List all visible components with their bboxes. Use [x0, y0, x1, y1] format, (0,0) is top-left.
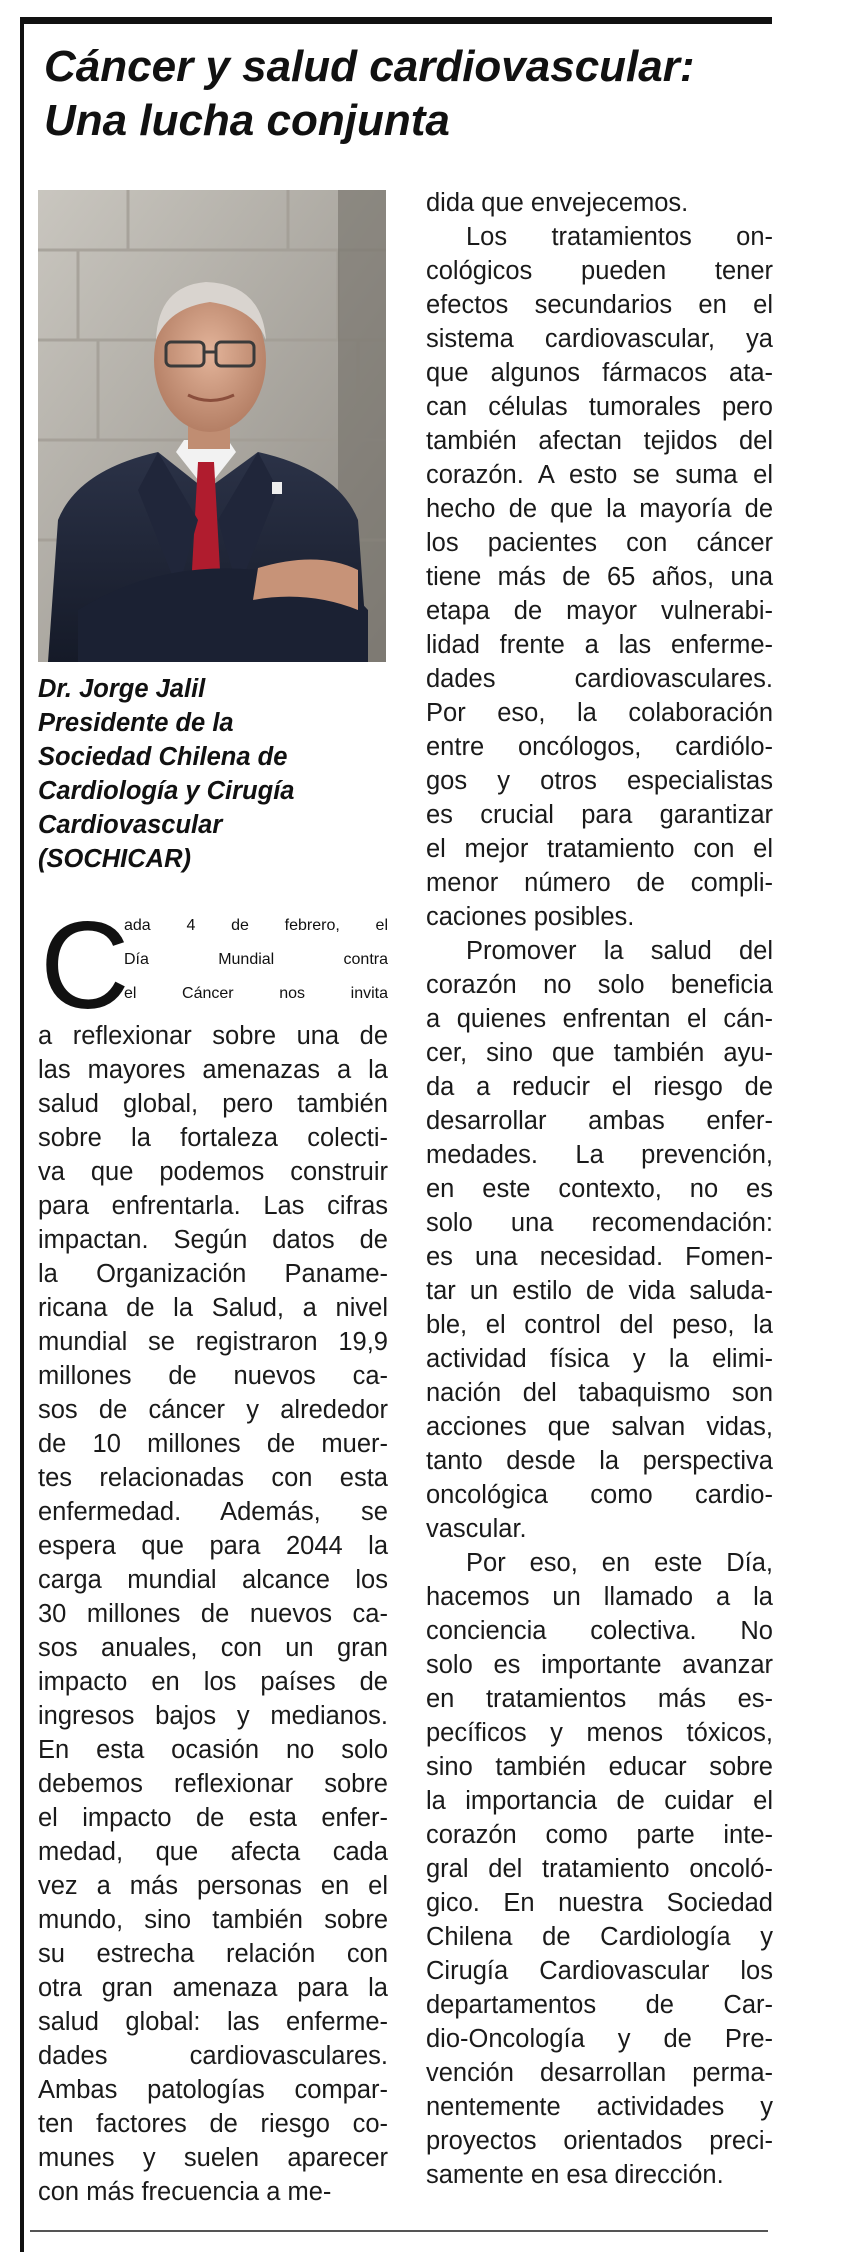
author-photo [38, 190, 386, 662]
body-line: las mayores amenazas a la [38, 1056, 388, 1084]
drop-cap-letter: C [40, 897, 130, 1035]
body-line: sos de cáncer y alrededor [38, 1396, 388, 1424]
body-line: Chilena de Cardiología y [426, 1923, 773, 1951]
body-line: da a reducir el riesgo de [426, 1073, 773, 1101]
body-line: dida que envejecemos. [426, 189, 689, 217]
body-line: carga mundial alcance los [38, 1566, 388, 1594]
body-line: ingresos bajos y medianos. [38, 1702, 388, 1730]
body-line: con más frecuencia a me- [38, 2178, 332, 2206]
body-line: va que podemos construir [38, 1158, 388, 1186]
body-line: para enfrentarla. Las cifras [38, 1192, 388, 1220]
body-line: impacto en los países de [38, 1668, 388, 1696]
body-line: de 10 millones de muer- [38, 1430, 388, 1458]
body-line: actividad física y la elimi- [426, 1345, 773, 1373]
photo-caption [38, 672, 398, 876]
body-line: es una necesidad. Fomen- [426, 1243, 773, 1271]
body-line: a quienes enfrentan el cán- [426, 1005, 773, 1033]
body-line: otra gran amenaza para la [38, 1974, 388, 2002]
body-line: corazón. A esto se suma el [426, 461, 773, 489]
body-line: gos y otros especialistas [426, 767, 773, 795]
caption-line: Presidente de la [38, 709, 234, 737]
body-line: salud global, pero también [38, 1090, 388, 1118]
body-line: los pacientes con cáncer [426, 529, 773, 557]
top-rule [20, 17, 772, 24]
body-line: cológicos pueden tener [426, 257, 773, 285]
body-line: acciones que salvan vidas, [426, 1413, 773, 1441]
body-line: ada 4 de febrero, el [124, 917, 388, 934]
body-line: la Organización Paname- [38, 1260, 388, 1288]
body-line: En esta ocasión no solo [38, 1736, 388, 1764]
author-portrait-illustration [38, 190, 386, 662]
bottom-rule [30, 2230, 768, 2232]
body-line: el impacto de esta enfer- [38, 1804, 388, 1832]
body-line: tar un estilo de vida saluda- [426, 1277, 773, 1305]
caption-name: Dr. Jorge Jalil [38, 675, 206, 703]
body-line: mundo, sino también sobre [38, 1906, 388, 1934]
body-line: efectos secundarios en el [426, 291, 773, 319]
caption-line: Sociedad Chilena de [38, 743, 288, 771]
body-line: enfermedad. Además, se [38, 1498, 388, 1526]
body-line: nentemente actividades y [426, 2093, 773, 2121]
body-line: departamentos de Car- [426, 1991, 773, 2019]
body-line: caciones posibles. [426, 903, 635, 931]
body-line: pecíficos y menos tóxicos, [426, 1719, 773, 1747]
body-line: Por eso, en este Día, [466, 1549, 773, 1577]
body-line: hecho de que la mayoría de [426, 495, 773, 523]
body-line: el Cáncer nos invita [124, 985, 388, 1002]
body-line: oncológica como cardio- [426, 1481, 773, 1509]
body-line: salud global: las enferme- [38, 2008, 388, 2036]
caption-line: Cardiovascular [38, 811, 223, 839]
body-line: Cirugía Cardiovascular los [426, 1957, 773, 1985]
body-line: ten factores de riesgo co- [38, 2110, 388, 2138]
body-line: can células tumorales pero [426, 393, 773, 421]
body-line: desarrollar ambas enfer- [426, 1107, 773, 1135]
body-line: corazón no solo beneficia [426, 971, 773, 999]
left-rule [20, 20, 24, 2252]
body-line: debemos reflexionar sobre [38, 1770, 388, 1798]
body-line: tiene más de 65 años, una [426, 563, 773, 591]
headline-line-1: Cáncer y salud cardiovascular: [44, 42, 695, 91]
body-line: Por eso, la colaboración [426, 699, 773, 727]
body-line: sobre la fortaleza colecti- [38, 1124, 388, 1152]
body-line: ble, el control del peso, la [426, 1311, 773, 1339]
body-line: el mejor tratamiento con el [426, 835, 773, 863]
body-line: dades cardiovasculares. [426, 665, 773, 693]
body-line: munes y suelen aparecer [38, 2144, 388, 2172]
body-line: también afectan tejidos del [426, 427, 773, 455]
body-line: la importancia de cuidar el [426, 1787, 773, 1815]
left-column-text [38, 1019, 388, 2209]
body-line: Promover la salud del [466, 937, 773, 965]
body-line: sino también educar sobre [426, 1753, 773, 1781]
body-line: Ambas patologías compar- [38, 2076, 388, 2104]
body-line: medades. La prevención, [426, 1141, 773, 1169]
body-line: dades cardiovasculares. [38, 2042, 388, 2070]
body-line: su estrecha relación con [38, 1940, 388, 1968]
body-line: lidad frente a las enferme- [426, 631, 773, 659]
body-line: vascular. [426, 1515, 527, 1543]
body-line: 30 millones de nuevos ca- [38, 1600, 388, 1628]
body-line: entre oncólogos, cardiólo- [426, 733, 773, 761]
body-line: cer, sino que también ayu- [426, 1039, 773, 1067]
body-line: medad, que afecta cada [38, 1838, 388, 1866]
body-line: solo es importante avanzar [426, 1651, 773, 1679]
body-line: Los tratamientos on- [466, 223, 773, 251]
body-line: tanto desde la perspectiva [426, 1447, 773, 1475]
body-line: conciencia colectiva. No [426, 1617, 773, 1645]
caption-line: Cardiología y Cirugía [38, 777, 295, 805]
article-headline [44, 40, 784, 148]
body-line: samente en esa dirección. [426, 2161, 724, 2189]
right-column-text [426, 186, 773, 2192]
body-line: mundial se registraron 19,9 [38, 1328, 388, 1356]
body-line: que algunos fármacos ata- [426, 359, 773, 387]
body-line: menor número de compli- [426, 869, 773, 897]
body-line: etapa de mayor vulnerabi- [426, 597, 773, 625]
body-line: Día Mundial contra [124, 951, 388, 968]
body-line: en tratamientos más es- [426, 1685, 773, 1713]
body-line: ricana de la Salud, a nivel [38, 1294, 388, 1322]
body-line: es crucial para garantizar [426, 801, 773, 829]
body-line: nación del tabaquismo son [426, 1379, 773, 1407]
body-line: a reflexionar sobre una de [38, 1022, 388, 1050]
left-column [38, 897, 388, 2209]
body-line: proyectos orientados preci- [426, 2127, 773, 2155]
caption-line: (SOCHICAR) [38, 845, 191, 873]
body-line: vención desarrollan perma- [426, 2059, 773, 2087]
body-line: tes relacionadas con esta [38, 1464, 388, 1492]
body-line: sistema cardiovascular, ya [426, 325, 773, 353]
body-line: vez a más personas en el [38, 1872, 388, 1900]
body-line: gral del tratamiento oncoló- [426, 1855, 773, 1883]
body-line: en este contexto, no es [426, 1175, 773, 1203]
body-line: dio-Oncología y de Pre- [426, 2025, 773, 2053]
body-line: hacemos un llamado a la [426, 1583, 773, 1611]
body-line: sos anuales, con un gran [38, 1634, 388, 1662]
headline-line-2: Una lucha conjunta [44, 96, 450, 145]
body-line: solo una recomendación: [426, 1209, 773, 1237]
body-line: millones de nuevos ca- [38, 1362, 388, 1390]
body-line: gico. En nuestra Sociedad [426, 1889, 773, 1917]
body-line: corazón como parte inte- [426, 1821, 773, 1849]
body-line: impactan. Según datos de [38, 1226, 388, 1254]
body-line: espera que para 2044 la [38, 1532, 388, 1560]
